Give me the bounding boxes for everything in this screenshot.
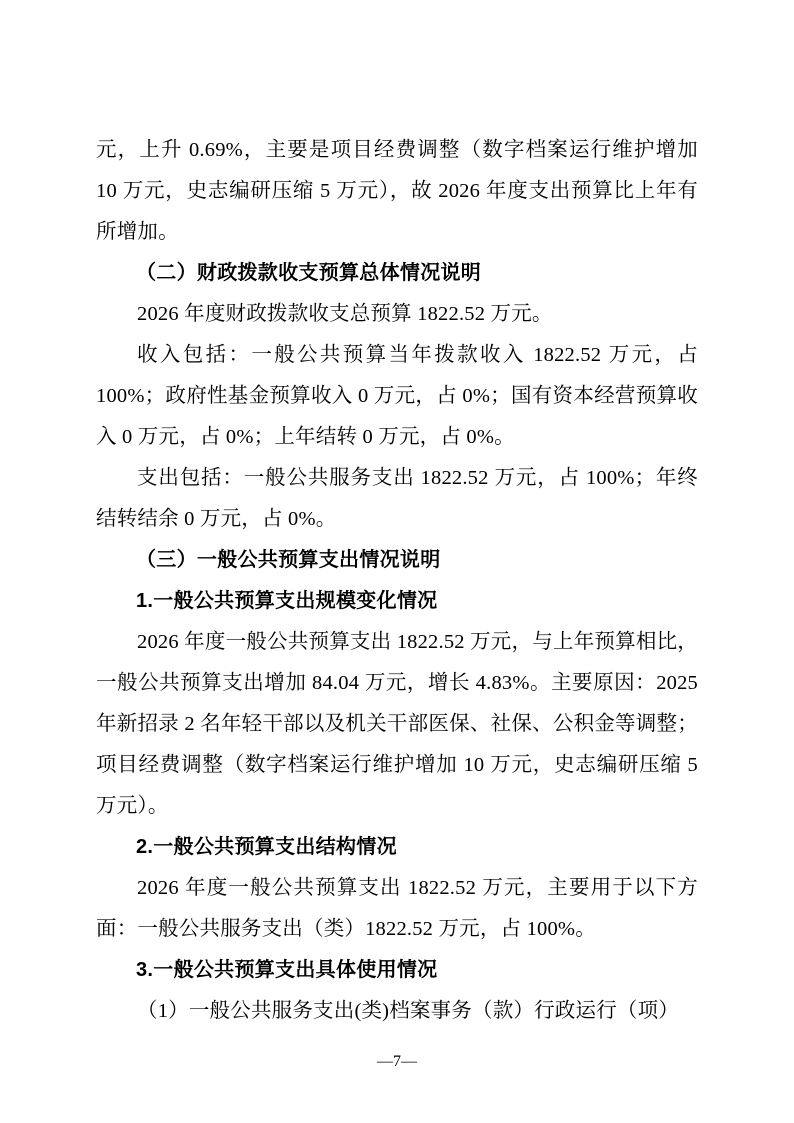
subheading-specific-use: 3.一般公共预算支出具体使用情况 [136, 959, 438, 981]
paragraph-scale-change: 2026 年度一般公共预算支出 1822.52 万元，与上年预算相比，一般公共预算支出增加 84.04 万元，增长 4.83%。主要原因：2025 年新招录 2 名年轻干部以及机关干部医保、社保、公积金等调整；项目经费调整（数字档案运行维护增加 10 万元，史志编研压缩 5 万元）。 [96, 631, 698, 817]
paragraph-total-budget: 2026 年度财政拨款收支总预算 1822.52 万元。 [137, 303, 553, 325]
page-number-footer: —7— [377, 1053, 417, 1070]
paragraph-continuation: 元，上升 0.69%，主要是项目经费调整（数字档案运行维护增加 10 万元，史志编研压缩 5 万元），故 2026 年度支出预算比上年有所增加。 [96, 139, 698, 243]
document-body [96, 130, 698, 1032]
paragraph-income: 收入包括：一般公共预算当年拨款收入 1822.52 万元，占 100%；政府性基金预算收入 0 万元，占 0%；国有资本经营预算收入 0 万元，占 0%；上年结转 0 万元，占 0%。 [96, 344, 698, 448]
heading-section-2: （二）财政拨款收支预算总体情况说明 [136, 262, 482, 284]
paragraph-structure: 2026 年度一般公共预算支出 1822.52 万元，主要用于以下方面：一般公共服务支出（类）1822.52 万元，占 100%。 [96, 877, 698, 940]
heading-section-3: （三）一般公共预算支出情况说明 [136, 549, 441, 571]
subheading-expenditure-structure: 2.一般公共预算支出结构情况 [136, 836, 397, 858]
subheading-expenditure-scale: 1.一般公共预算支出规模变化情况 [136, 590, 438, 612]
paragraph-specific-use: （1）一般公共服务支出(类)档案事务（款）行政运行（项） [137, 1000, 680, 1022]
paragraph-expenditure: 支出包括：一般公共服务支出 1822.52 万元，占 100%；年终结转结余 0 万元，占 0%。 [96, 467, 698, 530]
